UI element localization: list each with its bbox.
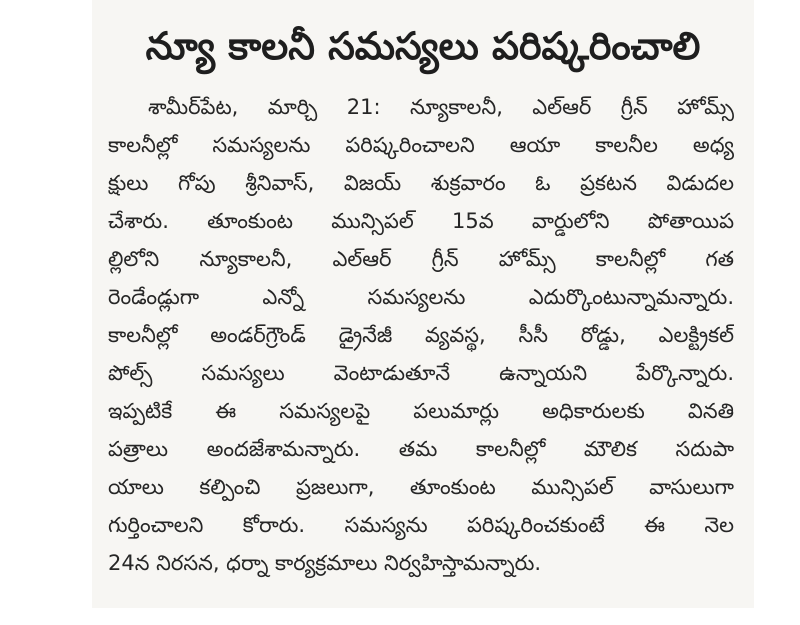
article-line: క్షులు గోపు శ్రీనివాస్, విజయ్ శుక్రవారం ఓ ప్రకటన విడుదల (108, 171, 734, 195)
article-line: కాలనీల్లో సమస్యలను పరిష్కరించాలని ఆయా కాలనీల అధ్య (108, 133, 734, 157)
article-body (108, 88, 734, 582)
article-line: పోల్స్ సమస్యలు వెంటాడుతూనే ఉన్నాయని పేర్కొన్నారు. (108, 361, 734, 385)
news-clipping (92, 0, 754, 608)
article-line: రెండేండ్లుగా ఎన్నో సమస్యలను ఎదుర్కొంటున్నామన్నారు. (108, 285, 734, 309)
article-line: చేశారు. తూంకుంట మున్సిపల్ 15వ వార్డులోని పోతాయిప (108, 209, 734, 233)
previous-article-fragment (92, 0, 754, 8)
article-line: యాలు కల్పించి ప్రజలుగా, తూంకుంట మున్సిపల్ వాసులుగా (108, 475, 734, 499)
article-line: ల్లిలోని న్యూకాలనీ, ఎల్‌ఆర్ గ్రీన్ హోమ్స్ కాలనీల్లో గత (108, 247, 734, 271)
article-headline: న్యూ కాలనీ సమస్యలు పరిష్కరించాలి (145, 24, 701, 68)
article-line: ఇప్పటికే ఈ సమస్యలపై పలుమార్లు అధికారులకు వినతి (108, 399, 734, 423)
article-line: కాలనీల్లో అండర్‌గ్రౌండ్ డ్రైనేజీ వ్యవస్థ, సీసీ రోడ్డు, ఎలక్ట్రికల్ (108, 323, 734, 347)
article-line: పత్రాలు అందజేశామన్నారు. తమ కాలనీల్లో మౌలిక సదుపా (108, 437, 734, 461)
article-line: శామీర్‌పేట, మార్చి 21: న్యూకాలనీ, ఎల్‌ఆర్ గ్రీన్ హోమ్స్ (148, 95, 734, 119)
article-line: గుర్తించాలని కోరారు. సమస్యను పరిష్కరించకుంటే ఈ నెల (108, 513, 734, 537)
article-line: 24న నిరసన, ధర్నా కార్యక్రమాలు నిర్వహిస్తామన్నారు. (108, 551, 542, 575)
